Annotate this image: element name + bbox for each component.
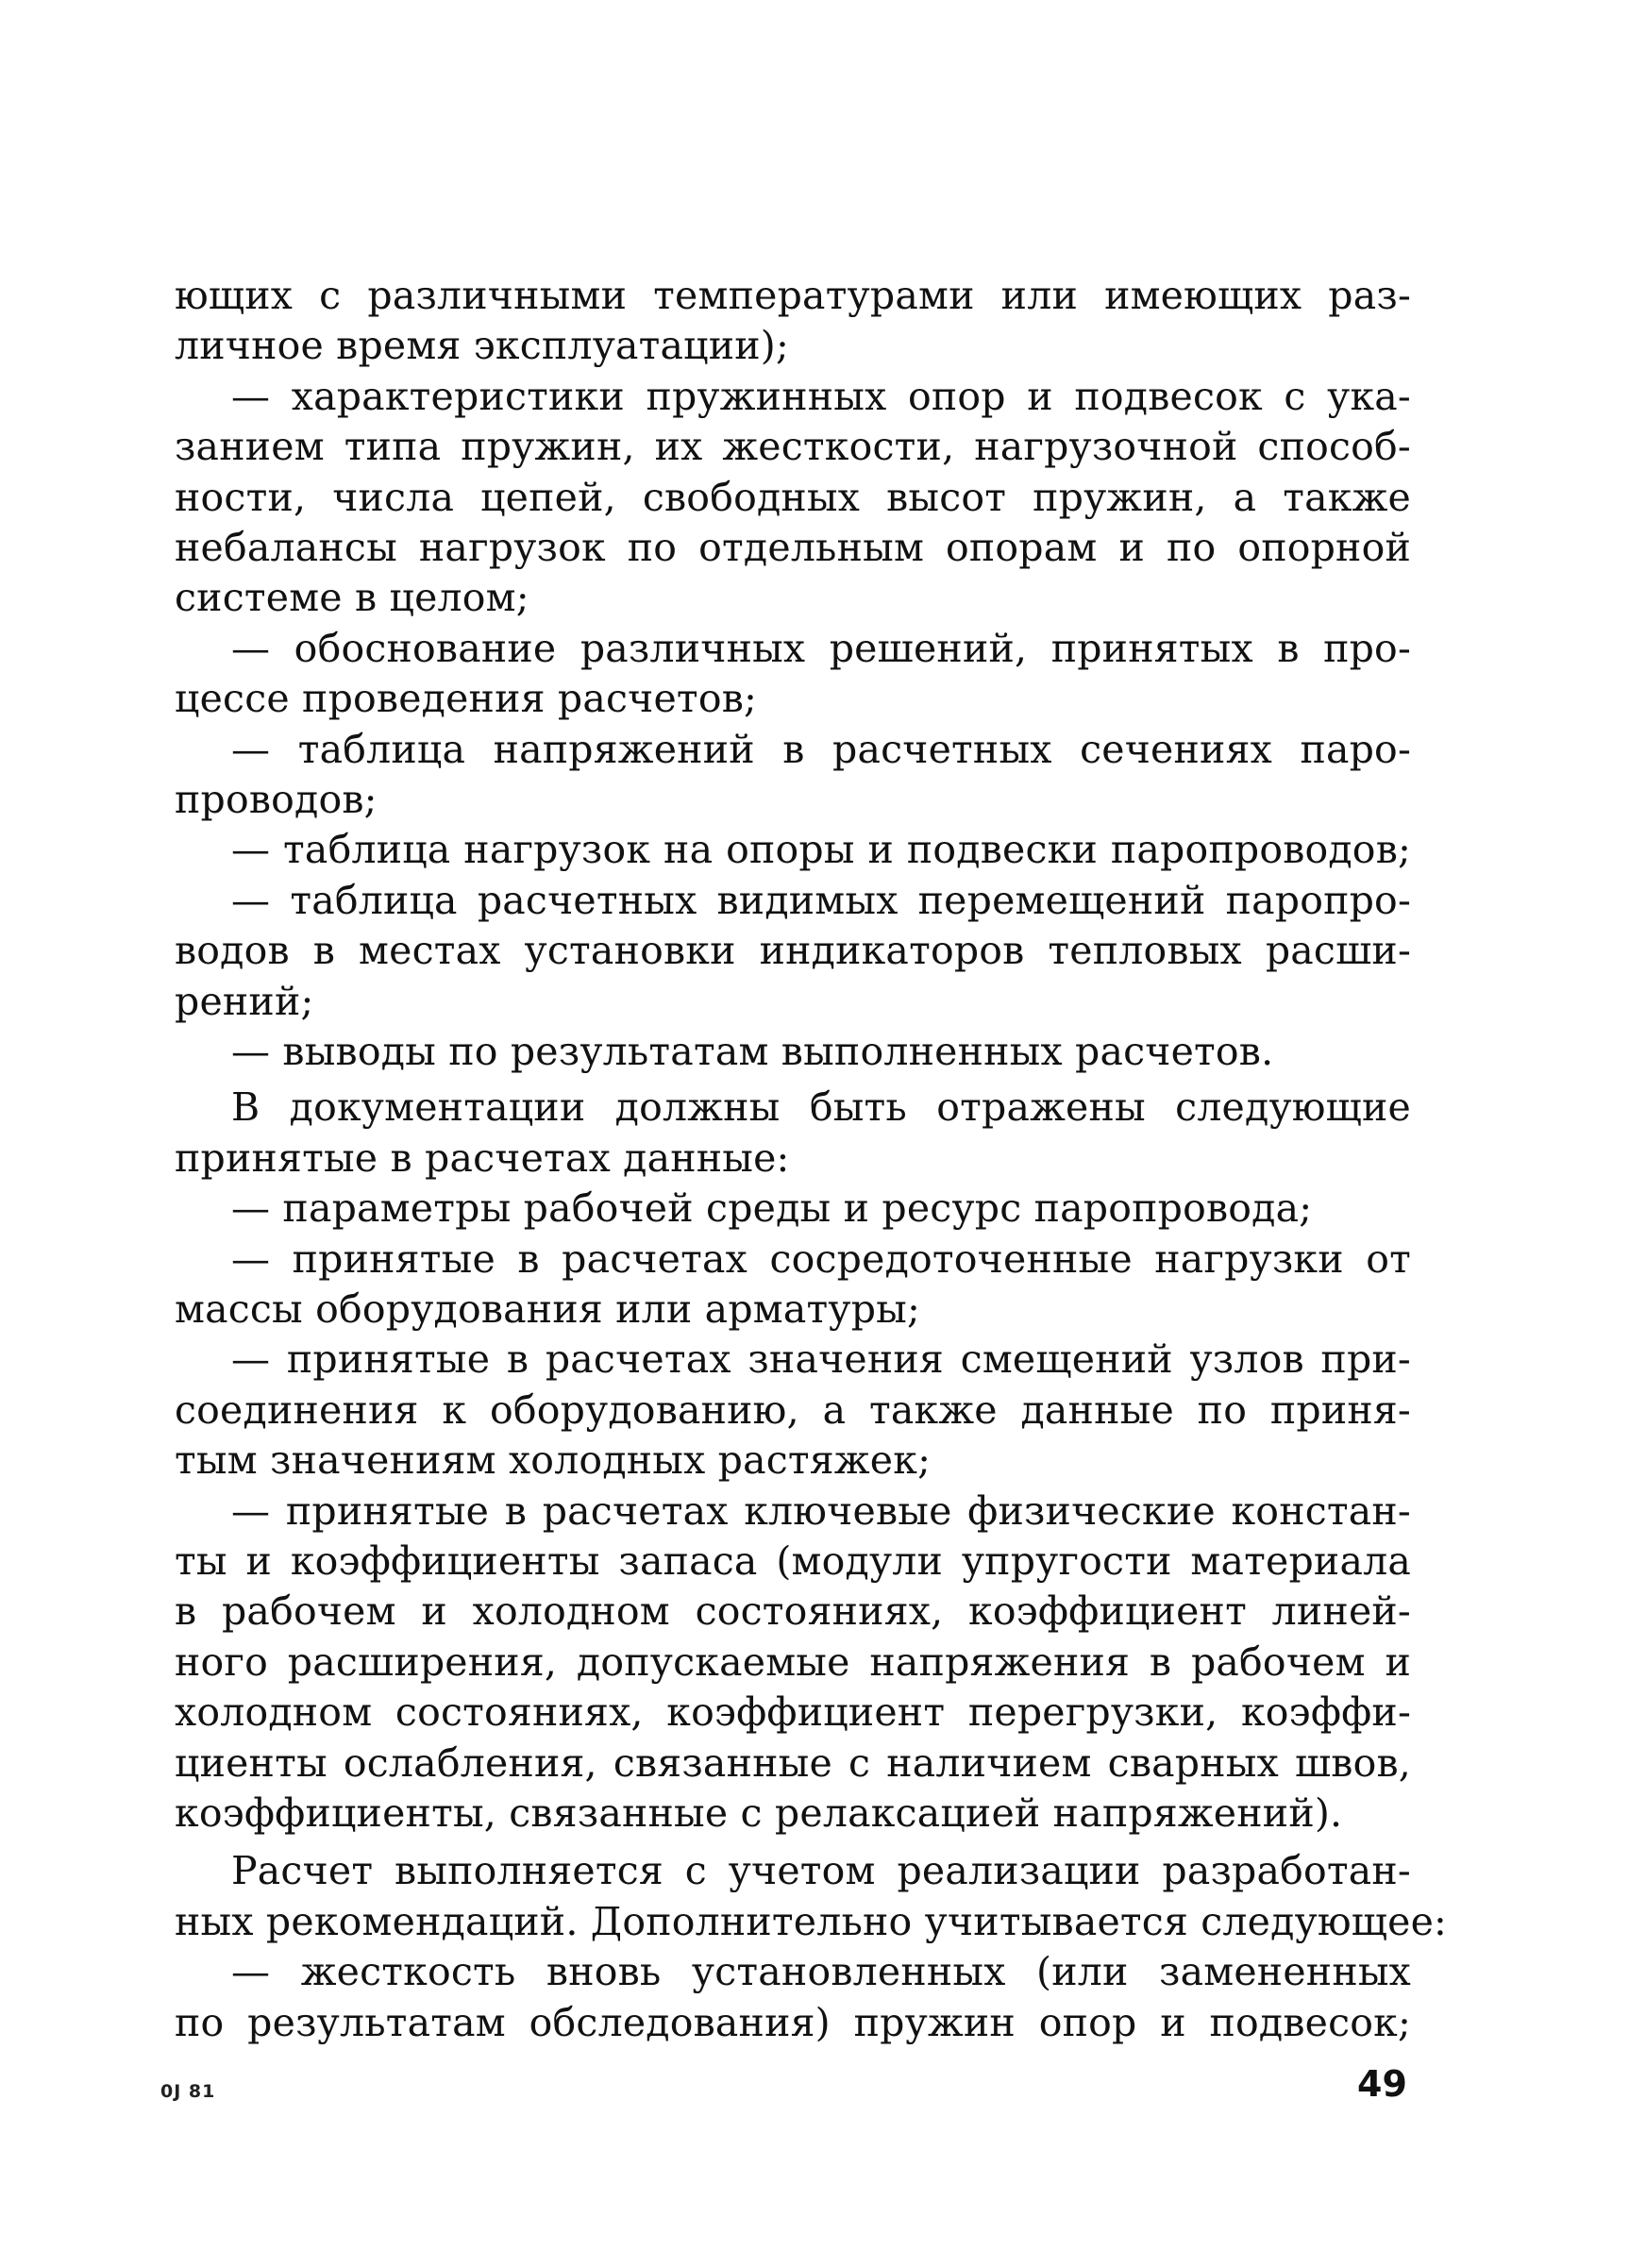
text-line: — принятые в расчетах значения смещений узлов при- [231,1336,1411,1383]
text-line: соединения к оборудованию, а также данные по приня- [175,1386,1411,1433]
text-line: принятые в расчетах данные: [175,1134,790,1181]
text-line: в рабочем и холодном состояниях, коэффициент линей- [175,1588,1411,1635]
text-line: рений; [175,978,314,1024]
text-line: циенты ослабления, связанные с наличием сварных швов, [175,1739,1411,1786]
text-line: небалансы нагрузок по отдельным опорам и по опорной [175,525,1411,570]
text-line: ющих с различными температурами или имеющих раз- [175,273,1411,318]
text-line: — выводы по результатам выполненных расчетов. [231,1029,1274,1074]
text-line: В документации должны быть отражены следующие [231,1084,1411,1131]
text-line: — параметры рабочей среды и ресурс паропровода; [231,1185,1313,1232]
page-number: 49 [1357,2063,1407,2105]
text-line: ты и коэффициенты запаса (модули упругости материала [175,1538,1411,1584]
printer-signature-mark: 0J 81 [160,2081,216,2102]
text-line: личное время эксплуатации); [175,323,790,369]
text-line: цессе проведения расчетов; [175,676,757,722]
text-line: — принятые в расчетах ключевые физические констан- [231,1487,1411,1534]
text-line: Расчет выполняется с учетом реализации разработан- [231,1848,1411,1894]
text-line: по результатам обследования) пружин опор и подвесок; [175,1999,1411,2045]
text-line: проводов; [175,777,378,822]
text-line: ных рекомендаций. Дополнительно учитывается следующее: [175,1898,1448,1944]
text-line: — таблица нагрузок на опоры и подвески паропроводов; [231,827,1411,873]
text-line: — таблица расчетных видимых перемещений паропро- [231,877,1411,923]
text-line: системе в целом; [175,575,529,621]
text-line: — характеристики пружинных опор и подвесок с ука- [231,373,1411,419]
text-line: — принятые в расчетах сосредоточенные нагрузки от [231,1235,1411,1282]
text-line: массы оборудования или арматуры; [175,1286,921,1332]
text-line: холодном состояниях, коэффициент перегрузки, коэффи- [175,1689,1411,1736]
text-line: занием типа пружин, их жесткости, нагрузочной способ- [175,424,1411,470]
text-line: ного расширения, допускаемые напряжения в рабочем и [175,1638,1411,1685]
text-line: — жесткость вновь установленных (или замененных [231,1949,1411,1995]
text-line: водов в местах установки индикаторов тепловых расши- [175,928,1411,974]
text-line: — таблица напряжений в расчетных сечениях паро- [231,726,1411,772]
text-line: коэффициенты, связанные с релаксацией напряжений). [175,1790,1343,1836]
text-line: — обоснование различных решений, принятых в про- [231,625,1411,671]
text-line: ности, числа цепей, свободных высот пружин, а также [175,474,1411,520]
text-line: тым значениям холодных растяжек; [175,1437,932,1484]
